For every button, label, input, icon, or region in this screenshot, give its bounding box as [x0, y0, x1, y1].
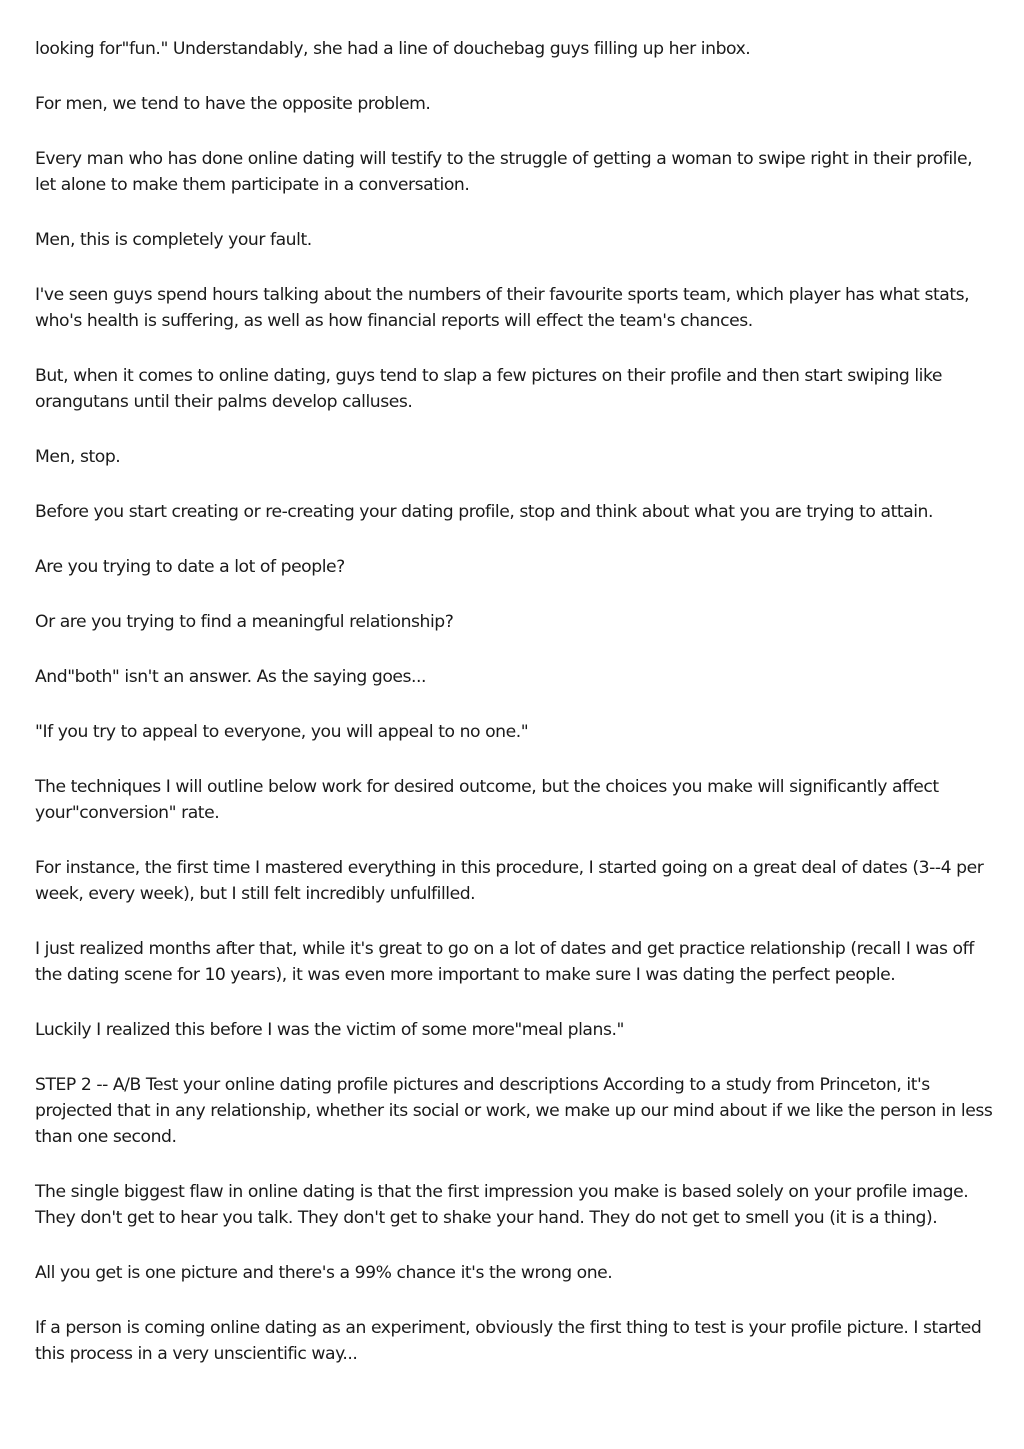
- paragraph: For instance, the first time I mastered everything in this procedure, I started going on a great deal of dates (3--4 per week, every week), but I still felt incredibly unfulfilled.: [35, 858, 984, 904]
- paragraph: The single biggest flaw in online dating is that the first impression you make is based solely on your profile image. They don't get to hear you talk. They don't get to shake your hand. They do not get to smell you (it is a thing).: [35, 1182, 969, 1228]
- paragraph: Every man who has done online dating will testify to the struggle of getting a woman to swipe right in their profile, let alone to make them participate in a conversation.: [35, 149, 973, 195]
- paragraph: If a person is coming online dating as an experiment, obviously the first thing to test is your profile picture. I started this process in a very unscientific way...: [35, 1318, 982, 1364]
- paragraph: But, when it comes to online dating, guys tend to slap a few pictures on their profile and then start swiping like orangutans until their palms develop calluses.: [35, 366, 943, 412]
- paragraph: Men, stop.: [35, 447, 121, 467]
- document-body: [35, 36, 995, 1396]
- paragraph: Luckily I realized this before I was the victim of some more"meal plans.": [35, 1020, 624, 1040]
- paragraph: I've seen guys spend hours talking about the numbers of their favourite sports team, which player has what stats, who's health is suffering, as well as how financial reports will effect the team's chances.: [35, 285, 970, 331]
- paragraph: Men, this is completely your fault.: [35, 230, 312, 250]
- paragraph: The techniques I will outline below work for desired outcome, but the choices you make will significantly affect your"conversion" rate.: [35, 777, 939, 823]
- paragraph: All you get is one picture and there's a 99% chance it's the wrong one.: [35, 1263, 613, 1283]
- paragraph: I just realized months after that, while it's great to go on a lot of dates and get practice relationship (recall I was off the dating scene for 10 years), it was even more important to make sure I was dating the perfect people.: [35, 939, 974, 985]
- paragraph: looking for"fun." Understandably, she had a line of douchebag guys filling up her inbox.: [35, 39, 751, 59]
- paragraph: Before you start creating or re-creating your dating profile, stop and think about what you are trying to attain.: [35, 502, 934, 522]
- paragraph: And"both" isn't an answer. As the saying goes...: [35, 667, 427, 687]
- paragraph: For men, we tend to have the opposite problem.: [35, 94, 431, 114]
- paragraph: STEP 2 -- A/B Test your online dating profile pictures and descriptions According to a study from Princeton, it's projected that in any relationship, whether its social or work, we make up our mind about if we like the person in less than one second.: [35, 1075, 993, 1147]
- paragraph: Are you trying to date a lot of people?: [35, 557, 345, 577]
- paragraph: Or are you trying to find a meaningful relationship?: [35, 612, 454, 632]
- paragraph: "If you try to appeal to everyone, you will appeal to no one.": [35, 722, 529, 742]
